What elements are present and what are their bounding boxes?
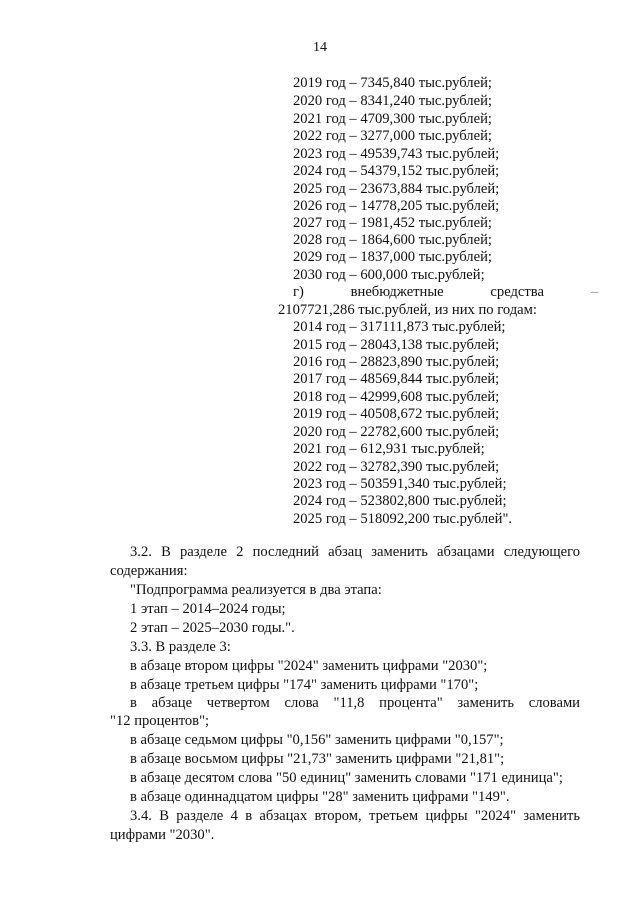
list-item: 2021 год – 4709,300 тыс.рублей;: [293, 111, 492, 127]
section-3-2-line1: 3.2. В разделе 2 последний абзац заменить абзацами следующего: [130, 544, 580, 560]
extrabudget-word2: средства: [490, 284, 544, 300]
extrabudget-word1: внебюджетные: [350, 284, 444, 300]
list-item: 2019 год – 40508,672 тыс.рублей;: [293, 406, 500, 422]
list-item: 2017 год – 48569,844 тыс.рублей;: [293, 371, 500, 387]
list-item: 2015 год – 28043,138 тыс.рублей;: [293, 337, 500, 353]
list-item: 2025 год – 23673,884 тыс.рублей;: [293, 181, 500, 197]
list-item: 2016 год – 28823,890 тыс.рублей;: [293, 354, 500, 370]
list-item: 2026 год – 14778,205 тыс.рублей;: [293, 198, 500, 214]
list-item: 2029 год – 1837,000 тыс.рублей;: [293, 249, 492, 265]
section-3-3-item: в абзаце третьем цифры "174" заменить цифрами "170";: [130, 677, 479, 693]
section-3-3-item: в абзаце десятом слова "50 единиц" заменить словами "171 единица";: [130, 770, 563, 786]
section-3-3-item: в абзаце четвертом слова "11,8 процента" заменить словами: [130, 695, 580, 711]
list-item: 2019 год – 7345,840 тыс.рублей;: [293, 75, 492, 91]
list-item: 2020 год – 22782,600 тыс.рублей;: [293, 424, 500, 440]
section-3-4-line1: 3.4. В разделе 4 в абзацах втором, третьем цифры "2024" заменить: [130, 808, 580, 824]
extrabudget-line1: [293, 283, 598, 301]
section-3-2-quote: "Подпрограмма реализуется в два этапа:: [130, 582, 382, 598]
list-item: 2014 год – 317111,873 тыс.рублей;: [293, 319, 506, 335]
extrabudget-total: 2107721,286 тыс.рублей, из них по годам:: [278, 302, 537, 318]
list-item: 2025 год – 518092,200 тыс.рублей".: [293, 511, 513, 527]
section-3-3-item: в абзаце одиннадцатом цифры "28" заменить цифрами "149".: [130, 789, 510, 805]
section-3-2-stage1: 1 этап – 2014–2024 годы;: [130, 601, 286, 617]
section-3-3-item: в абзаце седьмом цифры "0,156" заменить цифрами "0,157";: [130, 732, 504, 748]
list-item: 2018 год – 42999,608 тыс.рублей;: [293, 389, 500, 405]
list-item: 2028 год – 1864,600 тыс.рублей;: [293, 232, 492, 248]
section-3-3-item-continued: "12 процентов";: [110, 713, 210, 729]
list-item: 2030 год – 600,000 тыс.рублей;: [293, 267, 485, 283]
list-item: 2021 год – 612,931 тыс.рублей;: [293, 441, 485, 457]
page-number: 14: [313, 40, 327, 55]
list-item: 2024 год – 523802,800 тыс.рублей;: [293, 493, 507, 509]
list-item: 2023 год – 503591,340 тыс.рублей;: [293, 476, 507, 492]
section-3-2-line2: содержания:: [110, 563, 188, 579]
section-3-3-heading: 3.3. В разделе 3:: [130, 639, 231, 655]
list-item: 2023 год – 49539,743 тыс.рублей;: [293, 146, 500, 162]
section-3-3-item: в абзаце втором цифры "2024" заменить цифрами "2030";: [130, 658, 488, 674]
list-item: 2022 год – 32782,390 тыс.рублей;: [293, 459, 500, 475]
list-item: 2027 год – 1981,452 тыс.рублей;: [293, 215, 492, 231]
section-3-4-line2: цифрами "2030".: [110, 827, 215, 843]
section-3-2-stage2: 2 этап – 2025–2030 годы.".: [130, 620, 295, 636]
list-item: 2020 год – 8341,240 тыс.рублей;: [293, 93, 492, 109]
extrabudget-marker: г): [293, 284, 304, 300]
list-item: 2022 год – 3277,000 тыс.рублей;: [293, 128, 492, 144]
list-item: 2024 год – 54379,152 тыс.рублей;: [293, 163, 500, 179]
extrabudget-dash: –: [590, 284, 598, 300]
section-3-3-item: в абзаце восьмом цифры "21,73" заменить цифрами "21,81";: [130, 751, 505, 767]
